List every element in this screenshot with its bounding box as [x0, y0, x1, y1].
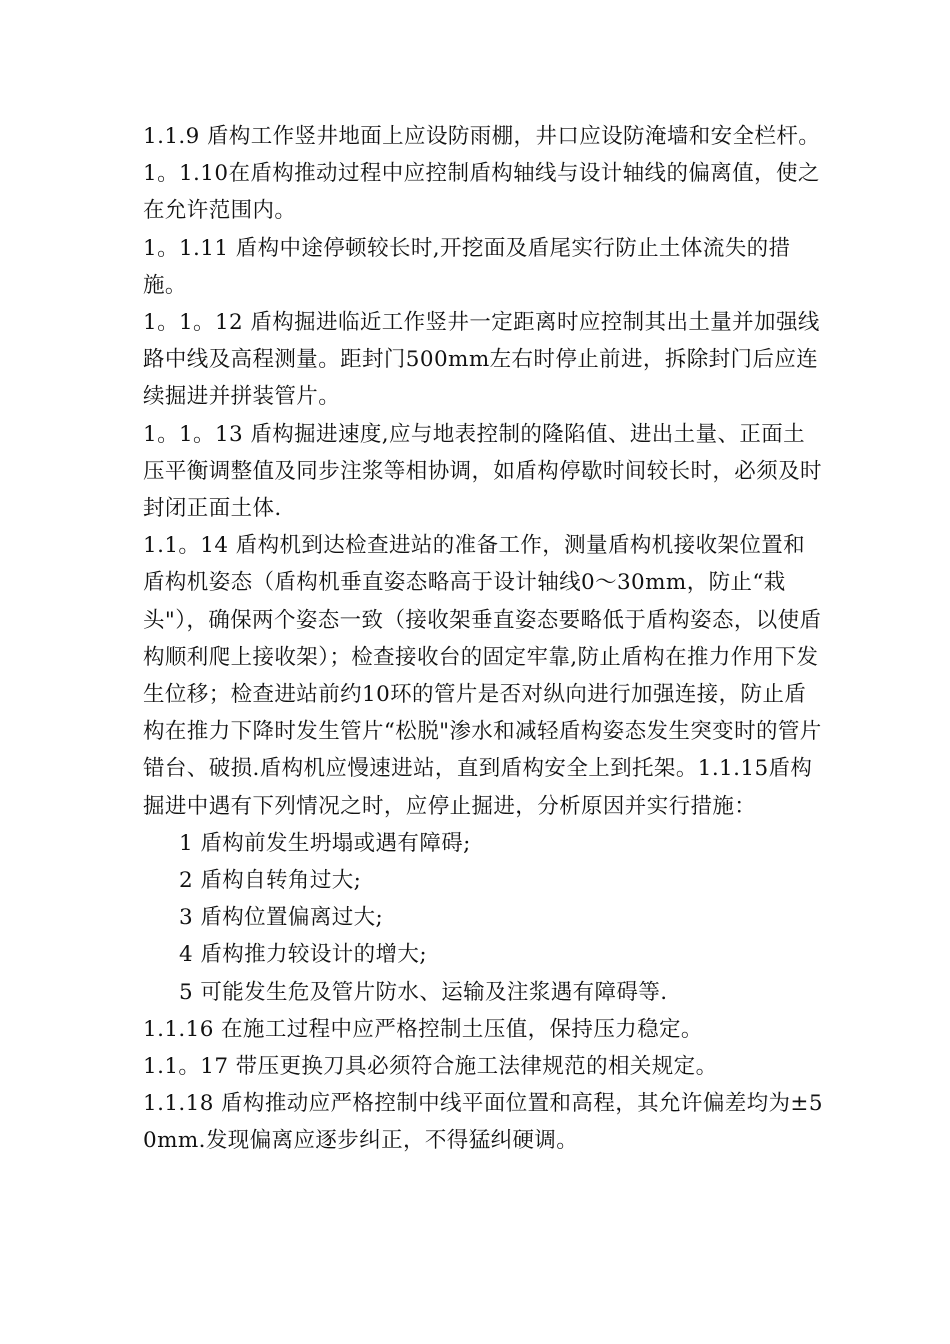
list-item: 4 盾构推力较设计的增大;: [179, 942, 427, 968]
paragraph-1-1-18: 1.1.18 盾构推动应严格控制中线平面位置和高程，其允许偏差均为±50mm.发现偏离应逐步纠正，不得猛纠硬调。: [143, 1091, 823, 1154]
paragraph-1-1-9: 1.1.9 盾构工作竖井地面上应设防雨棚，井口应设防淹墙和安全栏杆。: [143, 124, 821, 149]
paragraph-1-1-14: 1.1。14 盾构机到达检查进站的准备工作，测量盾构机接收架位置和盾构机姿态（盾构机垂直姿态略高于设计轴线0～30mm，防止“栽头"），确保两个姿态一致（接收架垂直姿态要略低于盾构姿态，以使盾构顺利爬上接收架）；检查接收台的固定牢靠,防止盾构在推力作用下发生位移；检查进站前约10环的管片是否对纵向进行加强连接，防止盾构在推力下降时发生管片“松脱"渗水和减轻盾构姿态发生突变时的管片错台、破损.盾构机应慢速进站，直到盾构安全上到托架。1.1.15盾构掘进中遇有下列情况之时，应停止掘进，分析原因并实行措施：: [143, 533, 822, 819]
paragraph-1-1-16: 1.1.16 在施工过程中应严格控制土压值，保持压力稳定。: [143, 1016, 703, 1042]
list-item: 5 可能发生危及管片防水、运输及注浆遇有障碍等.: [179, 979, 668, 1005]
paragraph-1-1-11: 1。1.11 盾构中途停顿较长时,开挖面及盾尾实行防止土体流失的措施。: [143, 235, 791, 298]
document-body: [143, 118, 823, 1160]
list-item: 2 盾构自转角过大;: [179, 868, 362, 894]
paragraph-1-1-13: 1。1。13 盾构掘进速度,应与地表控制的隆陷值、进出土量、正面土压平衡调整值及同步注浆等相协调，如盾构停歇时间较长时，必须及时封闭正面土体.: [143, 421, 822, 522]
list-item: 3 盾构位置偏离过大;: [179, 905, 384, 931]
paragraph-1-1-17: 1.1。17 带压更换刀具必须符合施工法律规范的相关规定。: [143, 1054, 718, 1080]
list-item: 1 盾构前发生坍塌或遇有障碍;: [179, 830, 471, 856]
paragraph-1-1-10: 1。1.10在盾构推动过程中应控制盾构轴线与设计轴线的偏离值，使之在允许范围内。: [143, 161, 820, 224]
paragraph-1-1-12: 1。1。12 盾构掘进临近工作竖井一定距离时应控制其出土量并加强线路中线及高程测量。距封门500mm左右时停止前进，拆除封门后应连续掘进并拼装管片。: [143, 310, 820, 410]
